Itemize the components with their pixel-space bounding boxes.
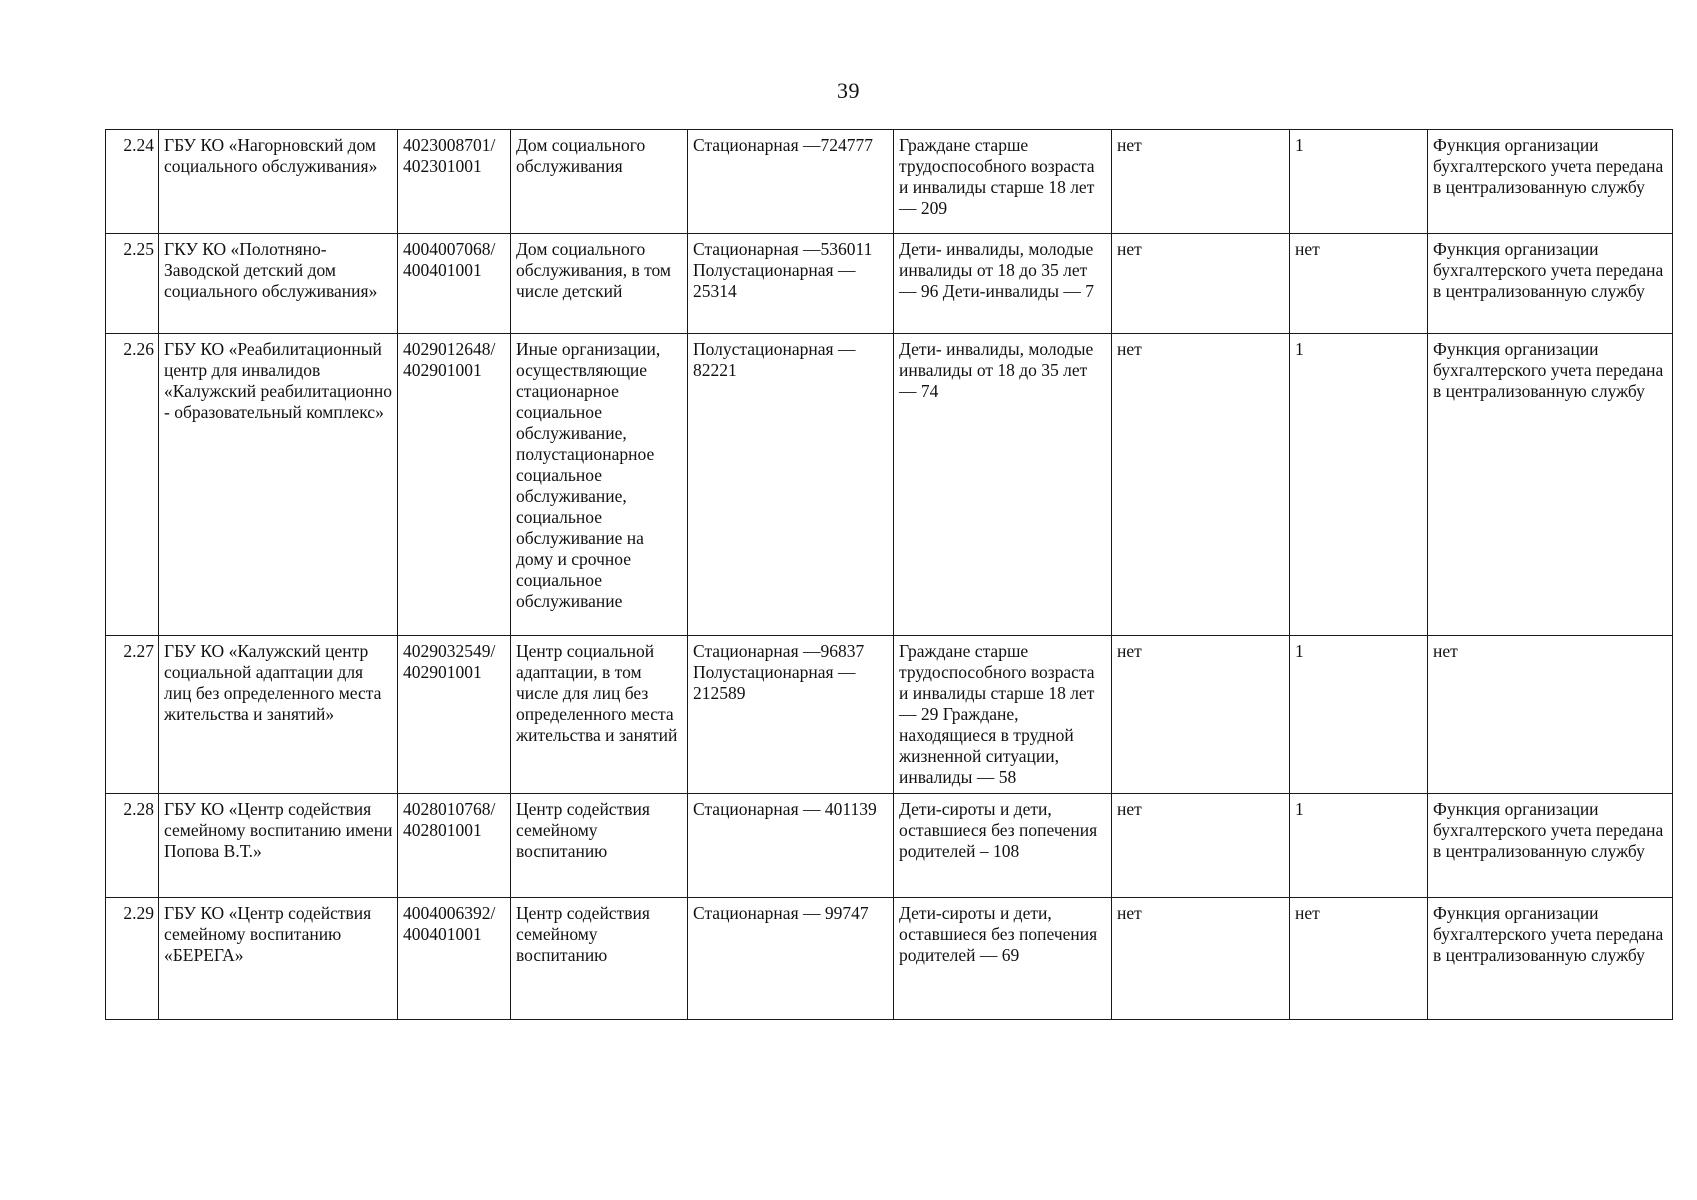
col-8-value: 1 xyxy=(1290,636,1428,794)
table-row xyxy=(106,234,1673,334)
inn: 4004006392/ xyxy=(403,903,496,923)
row-number: 2.24 xyxy=(106,130,159,234)
service-form xyxy=(688,234,894,334)
row-number: 2.27 xyxy=(106,636,159,794)
inn: 4023008701/ xyxy=(403,135,496,155)
col-8-value: 1 xyxy=(1290,130,1428,234)
row-number: 2.25 xyxy=(106,234,159,334)
service-form-line: Стационарная —724777 xyxy=(693,135,873,155)
inn: 4004007068/ xyxy=(403,239,496,259)
recipients: Дети-сироты и дети, оставшиеся без попечения родителей – 108 xyxy=(894,794,1112,898)
recipients: Граждане старше трудоспособного возраста и инвалиды старше 18 лет — 29 Граждане, находящиеся в трудной жизненной ситуации, инвалиды — 58 xyxy=(894,636,1112,794)
service-form xyxy=(688,898,894,1020)
inn-kpp xyxy=(398,898,511,1020)
org-type: Центр содействия семейному воспитанию xyxy=(511,794,688,898)
col-7-value: нет xyxy=(1112,130,1290,234)
org-type: Иные организации, осуществляющие стационарное социальное обслуживание, полустационарное социальное обслуживание, социальное обслуживание на дому и срочное социальное обслуживание xyxy=(511,334,688,636)
inn-kpp xyxy=(398,130,511,234)
table-row xyxy=(106,130,1673,234)
kpp: 402801001 xyxy=(403,820,482,840)
kpp: 402901001 xyxy=(403,360,482,380)
col-8-value: нет xyxy=(1290,234,1428,334)
table-row xyxy=(106,898,1673,1020)
registry-table xyxy=(105,129,1673,1020)
service-form-line: Полустационарная — 212589 xyxy=(693,662,856,703)
org-name: ГКУ КО «Полотняно-Заводской детский дом социального обслуживания» xyxy=(159,234,398,334)
col-7-value: нет xyxy=(1112,898,1290,1020)
col-7-value: нет xyxy=(1112,334,1290,636)
col-8-value: нет xyxy=(1290,898,1428,1020)
accounting-note: нет xyxy=(1428,636,1673,794)
row-number: 2.26 xyxy=(106,334,159,636)
service-form-line: Полустационарная — 82221 xyxy=(693,339,856,380)
service-form xyxy=(688,636,894,794)
row-number: 2.28 xyxy=(106,794,159,898)
service-form xyxy=(688,334,894,636)
accounting-note: Функция организации бухгалтерского учета передана в централизованную службу xyxy=(1428,130,1673,234)
org-name: ГБУ КО «Калужский центр социальной адаптации для лиц без определенного места жительства и занятий» xyxy=(159,636,398,794)
inn-kpp xyxy=(398,794,511,898)
col-7-value: нет xyxy=(1112,636,1290,794)
kpp: 400401001 xyxy=(403,260,482,280)
table-row xyxy=(106,636,1673,794)
col-8-value: 1 xyxy=(1290,794,1428,898)
row-number: 2.29 xyxy=(106,898,159,1020)
inn: 4029032549/ xyxy=(403,641,496,661)
table-row xyxy=(106,794,1673,898)
recipients: Дети-сироты и дети, оставшиеся без попечения родителей — 69 xyxy=(894,898,1112,1020)
inn-kpp xyxy=(398,234,511,334)
service-form xyxy=(688,794,894,898)
inn-kpp xyxy=(398,334,511,636)
col-7-value: нет xyxy=(1112,234,1290,334)
inn: 4028010768/ xyxy=(403,799,496,819)
page-number: 39 xyxy=(837,78,860,103)
org-name: ГБУ КО «Центр содействия семейному воспитанию «БЕРЕГА» xyxy=(159,898,398,1020)
service-form-line: Полустационарная — 25314 xyxy=(693,260,856,301)
service-form-line: Стационарная —536011 xyxy=(693,239,873,259)
accounting-note: Функция организации бухгалтерского учета передана в централизованную службу xyxy=(1428,898,1673,1020)
table-row xyxy=(106,334,1673,636)
org-name: ГБУ КО «Реабилитационный центр для инвалидов «Калужский реабилитационно - образовательный комплекс» xyxy=(159,334,398,636)
org-name: ГБУ КО «Нагорновский дом социального обслуживания» xyxy=(159,130,398,234)
org-name: ГБУ КО «Центр содействия семейному воспитанию имени Попова В.Т.» xyxy=(159,794,398,898)
service-form-line: Стационарная — 99747 xyxy=(693,903,869,923)
org-type: Центр содействия семейному воспитанию xyxy=(511,898,688,1020)
inn: 4029012648/ xyxy=(403,339,496,359)
kpp: 400401001 xyxy=(403,924,482,944)
org-type: Центр социальной адаптации, в том числе для лиц без определенного места жительства и занятий xyxy=(511,636,688,794)
service-form xyxy=(688,130,894,234)
service-form-line: Стационарная —96837 xyxy=(693,641,865,661)
service-form-line: Стационарная — 401139 xyxy=(693,799,877,819)
org-type: Дом социального обслуживания, в том числе детский xyxy=(511,234,688,334)
org-type: Дом социального обслуживания xyxy=(511,130,688,234)
recipients: Граждане старше трудоспособного возраста и инвалиды старше 18 лет — 209 xyxy=(894,130,1112,234)
recipients: Дети- инвалиды, молодые инвалиды от 18 до 35 лет — 96 Дети-инвалиды — 7 xyxy=(894,234,1112,334)
col-7-value: нет xyxy=(1112,794,1290,898)
kpp: 402901001 xyxy=(403,662,482,682)
recipients: Дети- инвалиды, молодые инвалиды от 18 до 35 лет — 74 xyxy=(894,334,1112,636)
accounting-note: Функция организации бухгалтерского учета передана в централизованную службу xyxy=(1428,334,1673,636)
kpp: 402301001 xyxy=(403,156,482,176)
col-8-value: 1 xyxy=(1290,334,1428,636)
accounting-note: Функция организации бухгалтерского учета передана в централизованную службу xyxy=(1428,794,1673,898)
inn-kpp xyxy=(398,636,511,794)
accounting-note: Функция организации бухгалтерского учета передана в централизованную службу xyxy=(1428,234,1673,334)
